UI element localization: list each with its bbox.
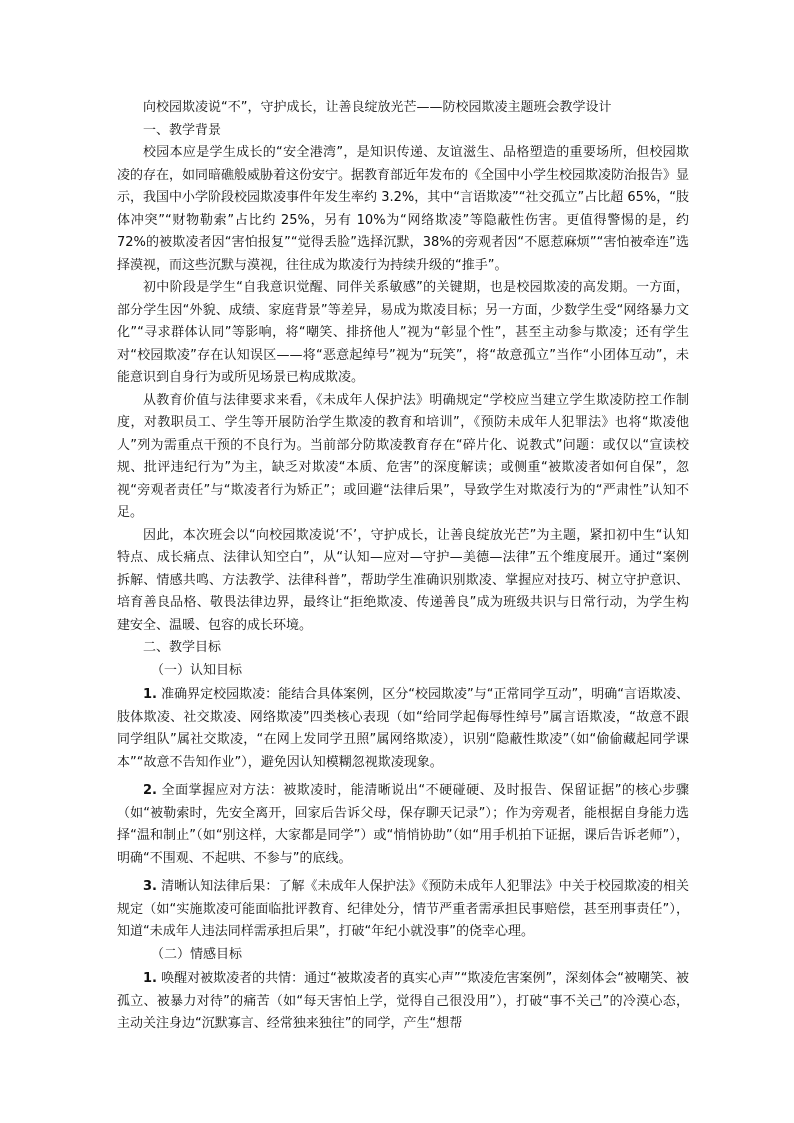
item-lead: 唤醒对被欺凌者的共情： bbox=[161, 971, 305, 986]
item-lead: 清晰认知法律后果： bbox=[161, 879, 279, 894]
cognitive-goal-item-2 bbox=[117, 780, 689, 870]
item-lead: 准确界定校园欺凌： bbox=[161, 687, 279, 702]
item-lead: 全面掌握应对方法： bbox=[161, 783, 284, 798]
item-text: 被欺凌时，能清晰说出“不硬碰硬、及时报告、保留证据”的核心步骤（如“被勒索时，先安全离开，回家后告诉父母，保存聊天记录”）；作为旁观者，能根据自身能力选择“温和制止”（如“别这样，大家都是同学”）或“悄悄协助”（如“用手机拍下证据，课后告诉老师”），明确“不围观、不起哄、不参与”的底线。 bbox=[117, 783, 689, 866]
document-title: 向校园欺凌说“不”，守护成长，让善良绽放光芒——防校园欺凌主题班会教学设计 bbox=[143, 100, 612, 115]
background-paragraph-1: 校园本应是学生成长的“安全港湾”，是知识传递、友谊滋生、品格塑造的重要场所，但校园欺凌的存在，如同暗礁般威胁着这份安宁。据教育部近年发布的《全国中小学生校园欺凌防治报告》显示，我国中小学阶段校园欺凌事件年发生率约 3.2%，其中“言语欺凌”“社交孤立”占比超 65%，“肢体冲突”“财物勒索”占比约 25%，另有 10%为“网络欺凌”等隐蔽性伤害。更值得警惕的是，约 72%的被欺凌者因“害怕报复”“觉得丢脸”选择沉默，38%的旁观者因“不愿惹麻烦”“害怕被牵连”选择漠视，而这些沉默与漠视，往往成为欺凌行为持续升级的“推手”。 bbox=[117, 145, 690, 273]
item-number: 1. bbox=[143, 971, 157, 986]
subheading-cognitive-goals: （一）认知目标 bbox=[151, 662, 243, 678]
document-page bbox=[117, 97, 689, 1036]
emotional-goal-item-1 bbox=[117, 968, 689, 1036]
background-paragraph-4: 因此，本次班会以“向校园欺凌说‘不’，守护成长，让善良绽放光芒”为主题，紧扣初中生“认知特点、成长痛点、法律认知空白”，从“认知—应对—守护—美德—法律”五个维度展开。通过“案例拆解、情感共鸣、方法教学、法律科普”，帮助学生准确识别欺凌、掌握应对技巧、树立守护意识、培育善良品格、敬畏法律边界，最终让“拒绝欺凌、传递善良”成为班级共识与日常行动，为学生构建安全、温暖、包容的成长环境。 bbox=[117, 527, 689, 633]
cognitive-goal-item-3 bbox=[117, 876, 689, 944]
item-number: 2. bbox=[143, 783, 157, 798]
section-heading-objectives: 二、教学目标 bbox=[143, 640, 222, 655]
section-heading-background: 一、教学背景 bbox=[143, 122, 222, 138]
cognitive-goal-item-1 bbox=[117, 684, 689, 774]
background-paragraph-3: 从教育价值与法律要求来看，《未成年人保护法》明确规定“学校应当建立学生欺凌防控工作制度，对教职员工、学生等开展防治学生欺凌的教育和培训”，《预防未成年人犯罪法》也将“欺凌他人”列为需重点干预的不良行为。当前部分防欺凌教育存在“碎片化、说教式”问题：或仅以“宣读校规、批评违纪行为”为主，缺乏对欺凌“本质、危害”的深度解读；或侧重“被欺凌者如何自保”，忽视“旁观者责任”与“欺凌者行为矫正”；或回避“法律后果”，导致学生对欺凌行为的“严肃性”认知不足。 bbox=[117, 392, 689, 520]
item-number: 1. bbox=[143, 687, 157, 702]
subheading-emotional-goals: （二）情感目标 bbox=[151, 946, 243, 962]
item-text: 通过“被欺凌者的真实心声”“欺凌危害案例”，深刻体会“被嘲笑、被孤立、被暴力对待”的痛苦（如“每天害怕上学，觉得自己很没用”），打破“事不关己”的冷漠心态，主动关注身边“沉默寡言、经常独来独往”的同学，产生“想帮 bbox=[117, 971, 689, 1031]
item-number: 3. bbox=[143, 879, 157, 894]
background-paragraph-2: 初中阶段是学生“自我意识觉醒、同伴关系敏感”的关键期，也是校园欺凌的高发期。一方面，部分学生因“外貌、成绩、家庭背景”等差异，易成为欺凌目标；另一方面，少数学生受“网络暴力文化”“寻求群体认同”等影响，将“嘲笑、排挤他人”视为“彰显个性”，甚至主动参与欺凌；还有学生对“校园欺凌”存在认知误区——将“恶意起绰号”视为“玩笑”，将“故意孤立”当作“小团体互动”，未能意识到自身行为或所见场景已构成欺凌。 bbox=[117, 280, 689, 385]
item-text: 能结合具体案例，区分“校园欺凌”与“正常同学互动”，明确“言语欺凌、肢体欺凌、社交欺凌、网络欺凌”四类核心表现（如“给同学起侮辱性绰号”属言语欺凌，“故意不跟同学组队”属社交欺凌，“在网上发同学丑照”属网络欺凌），识别“隐蔽性欺凌”（如“偷偷藏起同学课本”“故意不告知作业”），避免因认知模糊忽视欺凌现象。 bbox=[117, 687, 689, 770]
item-text: 了解《未成年人保护法》《预防未成年人犯罪法》中关于校园欺凌的相关规定（如“实施欺凌可能面临批评教育、纪律处分，情节严重者需承担民事赔偿，甚至刑事责任”），知道“未成年人违法同样需承担后果”，打破“年纪小就没事”的侥幸心理。 bbox=[117, 879, 689, 939]
